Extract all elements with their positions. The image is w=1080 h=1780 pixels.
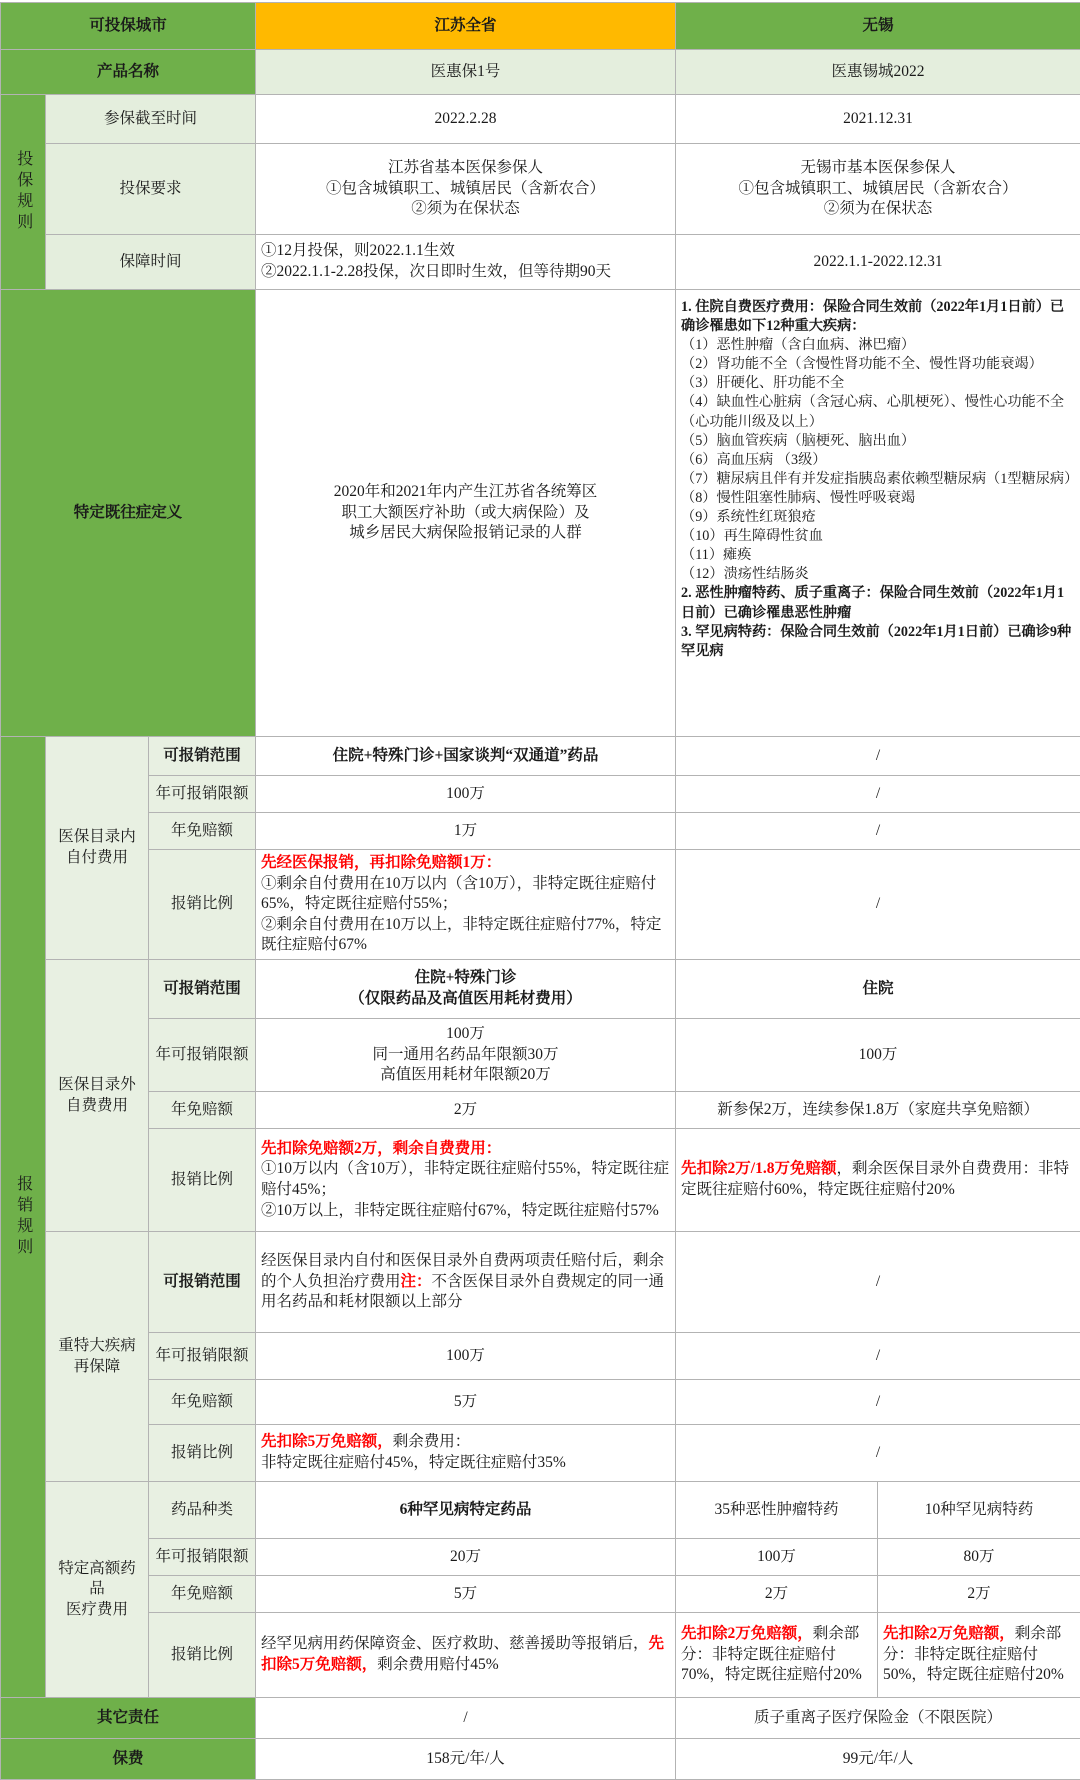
product-name-row [1, 50, 1080, 95]
deductible-1-jiangsu: 2万 [256, 1092, 676, 1129]
deductible-2-wuxi: / [676, 1380, 1080, 1425]
table-header-row [1, 3, 1080, 50]
reimb-g2-r3 [1, 1425, 1080, 1482]
row-label-deductible-0: 年免赔额 [149, 813, 256, 850]
preexisting-jiangsu: 2020年和2021年内产生江苏省各统筹区 职工大额医疗补助（或大病保险）及 城乡居民大病保险报销记录的人群 [256, 290, 676, 737]
drug-types-jiangsu: 6种罕见病特定药品 [256, 1482, 676, 1539]
annual-limit-3-wuxi-b: 80万 [878, 1539, 1080, 1576]
ratio-0-wuxi: / [676, 850, 1080, 960]
row-label-drug-types: 药品种类 [149, 1482, 256, 1539]
comparison-table [0, 2, 1080, 1780]
ratio-3-jiangsu: 经罕见病用药保障资金、医疗救助、慈善援助等报销后，先扣除5万免赔额，剩余费用赔付45% [256, 1613, 676, 1698]
other-duty-wuxi: 质子重离子医疗保险金（不限医院） [676, 1698, 1080, 1739]
row-label-coverage-period: 保障时间 [46, 235, 256, 290]
reimb-g0-r2 [1, 813, 1080, 850]
reimb-g1-r3 [1, 1129, 1080, 1232]
section-spine-insure-rules [1, 95, 46, 290]
reimb-g1-r2 [1, 1092, 1080, 1129]
coverage-period-row [1, 235, 1080, 290]
reimb-g0-r0 [1, 737, 1080, 776]
annual-limit-2-wuxi: / [676, 1333, 1080, 1380]
enroll-deadline-wuxi: 2021.12.31 [676, 95, 1080, 144]
premium-jiangsu: 158元/年/人 [256, 1739, 676, 1780]
preexisting-definition-row [1, 290, 1080, 737]
other-duty-label: 其它责任 [1, 1698, 256, 1739]
premium-row [1, 1739, 1080, 1780]
enroll-deadline-row [1, 95, 1080, 144]
row-label-annual-limit-2: 年可报销限额 [149, 1333, 256, 1380]
row-label-ratio-0: 报销比例 [149, 850, 256, 960]
row-label-scope-0: 可报销范围 [149, 737, 256, 776]
spine-label-reimbursement: 报销规则 [14, 1175, 32, 1259]
row-label-ratio-2: 报销比例 [149, 1425, 256, 1482]
reimb-g1-r0 [1, 960, 1080, 1019]
row-label-annual-limit-1: 年可报销限额 [149, 1019, 256, 1092]
reimb-g2-r2 [1, 1380, 1080, 1425]
reimb-g2-r0 [1, 1232, 1080, 1333]
reimb-g2-r1 [1, 1333, 1080, 1380]
scope-1-wuxi: 住院 [676, 960, 1080, 1019]
annual-limit-3-wuxi-a: 100万 [676, 1539, 878, 1576]
reimb-g0-r1 [1, 776, 1080, 813]
annual-limit-3-jiangsu: 20万 [256, 1539, 676, 1576]
header-row-label: 可投保城市 [1, 3, 256, 50]
reimb-g1-r1 [1, 1019, 1080, 1092]
annual-limit-1-wuxi: 100万 [676, 1019, 1080, 1092]
enroll-requirement-jiangsu: 江苏省基本医保参保人 ①包含城镇职工、城镇居民（含新农合） ②须为在保状态 [256, 144, 676, 235]
deductible-3-jiangsu: 5万 [256, 1576, 676, 1613]
other-duty-row [1, 1698, 1080, 1739]
row-label-scope-1: 可报销范围 [149, 960, 256, 1019]
deductible-3-wuxi-b: 2万 [878, 1576, 1080, 1613]
group-label-high-cost-drugs: 特定高额药品 医疗费用 [46, 1482, 149, 1698]
product-name-label: 产品名称 [1, 50, 256, 95]
ratio-3-wuxi-a: 先扣除2万免赔额，剩余部分：非特定既往症赔付70%，特定既往症赔付20% [676, 1613, 878, 1698]
preexisting-definition-label: 特定既往症定义 [1, 290, 256, 737]
row-label-deductible-2: 年免赔额 [149, 1380, 256, 1425]
ratio-3-wuxi-b: 先扣除2万免赔额，剩余部分：非特定既往症赔付50%，特定既往症赔付20% [878, 1613, 1080, 1698]
reimb-g0-r3 [1, 850, 1080, 960]
deductible-0-jiangsu: 1万 [256, 813, 676, 850]
annual-limit-0-jiangsu: 100万 [256, 776, 676, 813]
scope-0-jiangsu: 住院+特殊门诊+国家谈判“双通道”药品 [256, 737, 676, 776]
product-name-wuxi: 医惠锡城2022 [676, 50, 1080, 95]
header-col-jiangsu: 江苏全省 [256, 3, 676, 50]
coverage-period-jiangsu: ①12月投保，则2022.1.1生效 ②2022.1.1-2.28投保，次日即时生效，但等待期90天 [256, 235, 676, 290]
scope-1-jiangsu: 住院+特殊门诊 （仅限药品及高值医用耗材费用） [256, 960, 676, 1019]
header-col-wuxi: 无锡 [676, 3, 1080, 50]
scope-2-wuxi: / [676, 1232, 1080, 1333]
row-label-ratio-1: 报销比例 [149, 1129, 256, 1232]
ratio-2-jiangsu: 先扣除5万免赔额，剩余费用： 非特定既往症赔付45%，特定既往症赔付35% [256, 1425, 676, 1482]
ratio-0-jiangsu: 先经医保报销，再扣除免赔额1万： ①剩余自付费用在10万以内（含10万），非特定既往症赔付65%，特定既往症赔付55%； ②剩余自付费用在10万以上，非特定既往症赔付77%，特定既往症赔付67% [256, 850, 676, 960]
row-label-enroll-deadline: 参保截至时间 [46, 95, 256, 144]
row-label-ratio-3: 报销比例 [149, 1613, 256, 1698]
row-label-deductible-1: 年免赔额 [149, 1092, 256, 1129]
premium-label: 保费 [1, 1739, 256, 1780]
row-label-enroll-requirement: 投保要求 [46, 144, 256, 235]
group-label-out-catalog: 医保目录外 自费费用 [46, 960, 149, 1232]
row-label-annual-limit-0: 年可报销限额 [149, 776, 256, 813]
spine-label: 投保规则 [14, 150, 32, 234]
group-label-in-catalog: 医保目录内 自付费用 [46, 737, 149, 960]
ratio-2-wuxi: / [676, 1425, 1080, 1482]
annual-limit-0-wuxi: / [676, 776, 1080, 813]
ratio-1-jiangsu: 先扣除免赔额2万，剩余自费费用： ①10万以内（含10万），非特定既往症赔付55%，特定既往症赔付45%； ②10万以上，非特定既往症赔付67%，特定既往症赔付57% [256, 1129, 676, 1232]
drug-types-wuxi-a: 35种恶性肿瘤特药 [676, 1482, 878, 1539]
reimb-g3-r0 [1, 1482, 1080, 1539]
enroll-requirement-row [1, 144, 1080, 235]
annual-limit-1-jiangsu: 100万 同一通用名药品年限额30万 高值医用耗材年限额20万 [256, 1019, 676, 1092]
preexisting-wuxi: 1. 住院自费医疗费用：保险合同生效前（2022年1月1日前）已确诊罹患如下12种重大疾病： （1）恶性肿瘤（含白血病、淋巴瘤） （2）肾功能不全（含慢性肾功能不全、慢性肾功能衰竭） （3）肝硬化、肝功能不全 （4）缺血性心脏病（含冠心病、心肌梗死）、慢性心功能不全（心功能川级及以上） （5）脑血管疾病（脑梗死、脑出血） （6）高血压病 （3级） （7）糖尿病且伴有并发症指胰岛素依赖型糖尿病（1型糖尿病） （8）慢性阻塞性肺病、慢性呼吸衰竭 （9）系统性红斑狼疮 （10）再生障碍性贫血 （11）瘫痪 （12）溃疡性结肠炎 2. 恶性肿瘤特药、质子重离子：保险合同生效前（2022年1月1日前）已确诊罹患恶性肿瘤 3. 罕见病特药：保险合同生效前（2022年1月1日前）已确诊9种罕见病 [676, 290, 1080, 737]
scope-2-jiangsu: 经医保目录内自付和医保目录外自费两项责任赔付后，剩余的个人负担治疗费用注：不含医保目录外自费规定的同一通用名药品和耗材限额以上部分 [256, 1232, 676, 1333]
ratio-1-wuxi: 先扣除2万/1.8万免赔额，剩余医保目录外自费费用：非特定既往症赔付60%，特定既往症赔付20% [676, 1129, 1080, 1232]
group-label-critical-illness: 重特大疾病 再保障 [46, 1232, 149, 1482]
reimb-g3-r3 [1, 1613, 1080, 1698]
premium-wuxi: 99元/年/人 [676, 1739, 1080, 1780]
row-label-deductible-3: 年免赔额 [149, 1576, 256, 1613]
other-duty-jiangsu: / [256, 1698, 676, 1739]
coverage-period-wuxi: 2022.1.1-2022.12.31 [676, 235, 1080, 290]
row-label-annual-limit-3: 年可报销限额 [149, 1539, 256, 1576]
deductible-3-wuxi-a: 2万 [676, 1576, 878, 1613]
deductible-0-wuxi: / [676, 813, 1080, 850]
deductible-2-jiangsu: 5万 [256, 1380, 676, 1425]
deductible-1-wuxi: 新参保2万，连续参保1.8万（家庭共享免赔额） [676, 1092, 1080, 1129]
row-label-scope-2: 可报销范围 [149, 1232, 256, 1333]
enroll-deadline-jiangsu: 2022.2.28 [256, 95, 676, 144]
enroll-requirement-wuxi: 无锡市基本医保参保人 ①包含城镇职工、城镇居民（含新农合） ②须为在保状态 [676, 144, 1080, 235]
scope-0-wuxi: / [676, 737, 1080, 776]
product-name-jiangsu: 医惠保1号 [256, 50, 676, 95]
section-spine-reimbursement [1, 737, 46, 1698]
annual-limit-2-jiangsu: 100万 [256, 1333, 676, 1380]
drug-types-wuxi-b: 10种罕见病特药 [878, 1482, 1080, 1539]
reimb-g3-r1 [1, 1539, 1080, 1576]
